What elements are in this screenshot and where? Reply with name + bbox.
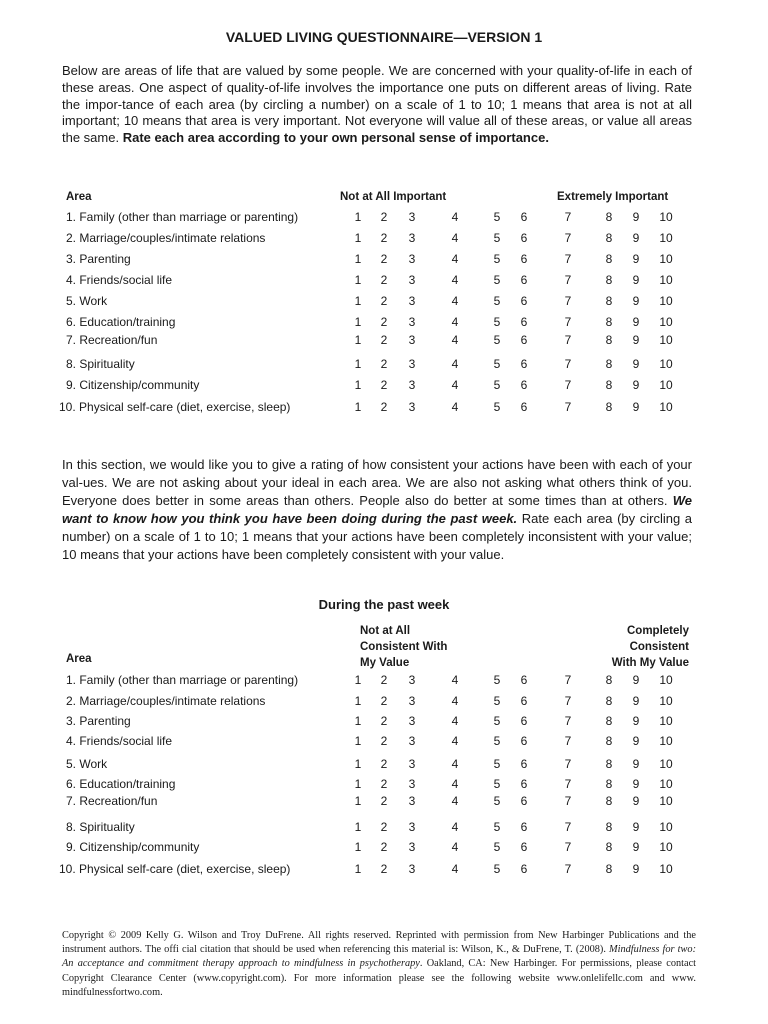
rating-option[interactable]: 2	[380, 294, 388, 308]
rating-option[interactable]: 1	[354, 694, 362, 708]
rating-option[interactable]: 1	[354, 820, 362, 834]
low-header: Not at All Important	[340, 191, 447, 203]
rating-option[interactable]: 1	[354, 315, 362, 329]
rating-option[interactable]: 3	[408, 734, 416, 748]
rating-option[interactable]: 6	[520, 315, 528, 329]
rating-option[interactable]: 9	[632, 210, 640, 224]
rating-option[interactable]: 5	[493, 820, 501, 834]
rating-option[interactable]: 7	[564, 714, 572, 728]
high-header-line: Completely	[627, 625, 689, 637]
rating-option[interactable]: 10	[659, 210, 673, 224]
rating-option[interactable]: 5	[493, 734, 501, 748]
rating-option[interactable]: 1	[354, 333, 362, 347]
rating-option[interactable]: 3	[408, 273, 416, 287]
rating-option[interactable]: 3	[408, 252, 416, 266]
rating-option[interactable]: 3	[408, 378, 416, 392]
rating-option[interactable]: 1	[354, 734, 362, 748]
rating-option[interactable]: 6	[520, 673, 528, 687]
rating-option[interactable]: 4	[451, 231, 459, 245]
rating-option[interactable]: 7	[564, 820, 572, 834]
rating-option[interactable]: 3	[408, 673, 416, 687]
rating-option[interactable]: 10	[659, 694, 673, 708]
rating-option[interactable]: 2	[380, 840, 388, 854]
high-header-line: Consistent	[629, 641, 689, 653]
rating-option[interactable]: 4	[451, 294, 459, 308]
rating-option[interactable]: 9	[632, 777, 640, 791]
rating-option[interactable]: 3	[408, 714, 416, 728]
rating-option[interactable]: 2	[380, 862, 388, 876]
table-row	[0, 714, 768, 730]
rating-option[interactable]: 4	[451, 315, 459, 329]
section2-emphasis: We want to know how you think you have been doing during the past week.	[62, 493, 692, 526]
rating-option[interactable]: 6	[520, 862, 528, 876]
rating-option[interactable]: 3	[408, 357, 416, 371]
rating-option[interactable]: 4	[451, 357, 459, 371]
rating-option[interactable]: 10	[659, 252, 673, 266]
rating-option[interactable]: 7	[564, 400, 572, 414]
rating-option[interactable]: 7	[564, 862, 572, 876]
rating-option[interactable]: 10	[659, 757, 673, 771]
rating-option[interactable]: 6	[520, 231, 528, 245]
rating-option[interactable]: 6	[520, 400, 528, 414]
area-label: 8. Spirituality	[66, 820, 135, 834]
rating-option[interactable]: 4	[451, 673, 459, 687]
rating-option[interactable]: 8	[605, 777, 613, 791]
area-label: 4. Friends/social life	[66, 273, 173, 287]
rating-option[interactable]: 4	[451, 210, 459, 224]
rating-option[interactable]: 1	[354, 400, 362, 414]
rating-option[interactable]: 3	[408, 862, 416, 876]
rating-option[interactable]: 9	[632, 862, 640, 876]
rating-option[interactable]: 2	[380, 757, 388, 771]
page-title: VALUED LIVING QUESTIONNAIRE—VERSION 1	[225, 29, 543, 45]
rating-option[interactable]: 1	[354, 777, 362, 791]
rating-option[interactable]: 5	[493, 294, 501, 308]
rating-option[interactable]: 1	[354, 273, 362, 287]
rating-option[interactable]: 2	[380, 210, 388, 224]
area-label: 10. Physical self-care (diet, exercise, sleep)	[59, 862, 291, 876]
rating-option[interactable]: 2	[380, 777, 388, 791]
rating-option[interactable]: 7	[564, 333, 572, 347]
rating-option[interactable]: 10	[659, 231, 673, 245]
rating-option[interactable]: 7	[564, 231, 572, 245]
rating-option[interactable]: 5	[493, 400, 501, 414]
rating-option[interactable]: 5	[493, 714, 501, 728]
copyright-footer	[62, 929, 696, 1000]
table-row	[0, 357, 768, 373]
rating-option[interactable]: 5	[493, 357, 501, 371]
rating-option[interactable]: 7	[564, 357, 572, 371]
rating-option[interactable]: 9	[632, 734, 640, 748]
section2-text: In this section, we would like you to give a rating of how consistent your actions have been with each of your val-ues. We are not asking about your ideal in each area. We are also not asking what others think of you. Everyone does better in some areas than others. People also do better at some times than at others.	[62, 457, 692, 508]
rating-option[interactable]: 4	[451, 794, 459, 808]
rating-option[interactable]: 5	[493, 673, 501, 687]
area-label: 1. Family (other than marriage or parenting)	[66, 673, 299, 687]
area-label: 5. Work	[66, 294, 108, 308]
area-label: 10. Physical self-care (diet, exercise, sleep)	[59, 400, 291, 414]
rating-option[interactable]: 10	[659, 862, 673, 876]
area-label: 9. Citizenship/community	[66, 840, 200, 854]
rating-option[interactable]: 1	[354, 714, 362, 728]
intro-text: Below are areas of life that are valued by some people. We are concerned with your quality-of-life in each of these areas. One aspect of quality-of-life involves the importance one puts on different areas of living. Rate the impor-tance of each area (by circling a number) on a scale of 1 to 10; 1 means that area is not at all important; 10 means that area is very important. Not everyone will value all of these areas, or value all areas the same.	[62, 63, 692, 146]
rating-option[interactable]: 6	[520, 210, 528, 224]
rating-option[interactable]: 10	[659, 794, 673, 808]
table-row	[0, 210, 768, 226]
low-header-2	[360, 623, 447, 671]
rating-option[interactable]: 2	[380, 714, 388, 728]
rating-option[interactable]: 10	[659, 734, 673, 748]
rating-option[interactable]: 9	[632, 357, 640, 371]
rating-option[interactable]: 3	[408, 794, 416, 808]
rating-option[interactable]: 2	[380, 820, 388, 834]
rating-option[interactable]: 4	[451, 714, 459, 728]
rating-option[interactable]: 8	[605, 673, 613, 687]
rating-option[interactable]: 5	[493, 378, 501, 392]
rating-option[interactable]: 5	[493, 273, 501, 287]
rating-option[interactable]: 8	[605, 734, 613, 748]
rating-option[interactable]: 7	[564, 673, 572, 687]
rating-option[interactable]: 2	[380, 734, 388, 748]
area-label: 1. Family (other than marriage or parenting)	[66, 210, 299, 224]
rating-option[interactable]: 7	[564, 315, 572, 329]
high-header-2	[612, 623, 689, 671]
rating-option[interactable]: 9	[632, 714, 640, 728]
rating-option[interactable]: 6	[520, 357, 528, 371]
rating-option[interactable]: 3	[408, 757, 416, 771]
rating-option[interactable]: 10	[659, 315, 673, 329]
rating-option[interactable]: 5	[493, 694, 501, 708]
rating-option[interactable]: 4	[451, 694, 459, 708]
low-header-line: Not at All	[360, 625, 411, 637]
rating-option[interactable]: 5	[493, 210, 501, 224]
rating-option[interactable]: 7	[564, 694, 572, 708]
table-row	[0, 777, 768, 793]
rating-option[interactable]: 3	[408, 333, 416, 347]
rating-option[interactable]: 4	[451, 333, 459, 347]
table-row	[0, 757, 768, 773]
rating-option[interactable]: 8	[605, 315, 613, 329]
book-title: Mindfulness for two: An acceptance and commitment therapy approach to mindfulness in psychotherapy	[62, 944, 696, 970]
rating-option[interactable]: 10	[659, 400, 673, 414]
rating-option[interactable]: 7	[564, 378, 572, 392]
rating-option[interactable]: 2	[380, 378, 388, 392]
rating-option[interactable]: 10	[659, 714, 673, 728]
rating-option[interactable]: 8	[605, 294, 613, 308]
area-label: 4. Friends/social life	[66, 734, 173, 748]
rating-option[interactable]: 8	[605, 252, 613, 266]
rating-option[interactable]: 6	[520, 378, 528, 392]
rating-option[interactable]: 5	[493, 333, 501, 347]
rating-option[interactable]: 9	[632, 820, 640, 834]
section2-paragraph	[62, 456, 692, 564]
rating-option[interactable]: 8	[605, 862, 613, 876]
rating-option[interactable]: 9	[632, 757, 640, 771]
rating-option[interactable]: 10	[659, 840, 673, 854]
rating-option[interactable]: 4	[451, 840, 459, 854]
area-header-2: Area	[66, 653, 92, 665]
rating-option[interactable]: 1	[354, 378, 362, 392]
rating-option[interactable]: 6	[520, 333, 528, 347]
rating-option[interactable]: 8	[605, 840, 613, 854]
rating-option[interactable]: 1	[354, 794, 362, 808]
rating-option[interactable]: 10	[659, 273, 673, 287]
section-subtitle: During the past week	[318, 597, 450, 612]
area-label: 5. Work	[66, 757, 108, 771]
rating-option[interactable]: 10	[659, 378, 673, 392]
rating-option[interactable]: 6	[520, 714, 528, 728]
rating-option[interactable]: 9	[632, 840, 640, 854]
rating-option[interactable]: 4	[451, 273, 459, 287]
area-label: 2. Marriage/couples/intimate relations	[66, 694, 266, 708]
table-row	[0, 840, 768, 856]
rating-option[interactable]: 7	[564, 734, 572, 748]
area-label: 7. Recreation/fun	[66, 333, 158, 347]
rating-option[interactable]: 4	[451, 734, 459, 748]
high-header: Extremely Important	[557, 191, 669, 203]
rating-option[interactable]: 2	[380, 231, 388, 245]
rating-option[interactable]: 7	[564, 273, 572, 287]
rating-option[interactable]: 1	[354, 210, 362, 224]
rating-option[interactable]: 6	[520, 273, 528, 287]
rating-option[interactable]: 1	[354, 673, 362, 687]
area-label: 9. Citizenship/community	[66, 378, 200, 392]
rating-option[interactable]: 5	[493, 794, 501, 808]
rating-option[interactable]: 8	[605, 333, 613, 347]
rating-option[interactable]: 9	[632, 273, 640, 287]
rating-option[interactable]: 8	[605, 400, 613, 414]
rating-option[interactable]: 3	[408, 840, 416, 854]
rating-option[interactable]: 10	[659, 333, 673, 347]
rating-option[interactable]: 9	[632, 231, 640, 245]
rating-option[interactable]: 8	[605, 378, 613, 392]
rating-option[interactable]: 6	[520, 794, 528, 808]
area-label: 3. Parenting	[66, 714, 131, 728]
rating-option[interactable]: 10	[659, 673, 673, 687]
rating-option[interactable]: 7	[564, 757, 572, 771]
rating-option[interactable]: 5	[493, 757, 501, 771]
low-header-line: Consistent With	[360, 641, 448, 653]
rating-option[interactable]: 8	[605, 794, 613, 808]
table-row	[0, 734, 768, 750]
area-label: 7. Recreation/fun	[66, 794, 158, 808]
rating-option[interactable]: 8	[605, 757, 613, 771]
rating-option[interactable]: 2	[380, 333, 388, 347]
rating-option[interactable]: 6	[520, 294, 528, 308]
table-row	[0, 333, 768, 349]
area-label: 2. Marriage/couples/intimate relations	[66, 231, 266, 245]
rating-option[interactable]: 7	[564, 840, 572, 854]
rating-option[interactable]: 10	[659, 294, 673, 308]
rating-option[interactable]: 5	[493, 315, 501, 329]
rating-option[interactable]: 8	[605, 210, 613, 224]
rating-option[interactable]: 9	[632, 794, 640, 808]
table-row	[0, 294, 768, 310]
rating-option[interactable]: 2	[380, 694, 388, 708]
rating-option[interactable]: 6	[520, 252, 528, 266]
rating-option[interactable]: 5	[493, 840, 501, 854]
rating-option[interactable]: 3	[408, 777, 416, 791]
area-label: 6. Education/training	[66, 777, 176, 791]
rating-option[interactable]: 10	[659, 357, 673, 371]
rating-option[interactable]: 7	[564, 794, 572, 808]
table-row	[0, 673, 768, 689]
rating-option[interactable]: 4	[451, 862, 459, 876]
section2-text-after: Rate each area (by circling a number) on a scale of 1 to 10; 1 means that your actions have been completely inconsistent with your value; 10 means that your actions have been completely consistent with your value.	[62, 511, 692, 562]
rating-option[interactable]: 2	[380, 252, 388, 266]
rating-option[interactable]: 9	[632, 378, 640, 392]
rating-option[interactable]: 3	[408, 210, 416, 224]
table-row	[0, 862, 768, 878]
rating-option[interactable]: 1	[354, 231, 362, 245]
rating-option[interactable]: 8	[605, 820, 613, 834]
rating-option[interactable]: 4	[451, 400, 459, 414]
rating-option[interactable]: 9	[632, 315, 640, 329]
table-row	[0, 231, 768, 247]
footer-text-2: . Oakland, CA: New Harbinger. For permissions, please contact Copyright Clearance Center (www.copyright.com). For more information please see the following website www.onlelifellc.com and www. mindfulnessfortwo.com.	[62, 958, 696, 998]
rating-option[interactable]: 5	[493, 231, 501, 245]
rating-option[interactable]: 9	[632, 252, 640, 266]
rating-option[interactable]: 4	[451, 820, 459, 834]
rating-option[interactable]: 7	[564, 252, 572, 266]
rating-option[interactable]: 9	[632, 400, 640, 414]
rating-option[interactable]: 1	[354, 252, 362, 266]
rating-option[interactable]: 6	[520, 820, 528, 834]
table-row	[0, 252, 768, 268]
rating-option[interactable]: 6	[520, 694, 528, 708]
rating-option[interactable]: 3	[408, 694, 416, 708]
rating-option[interactable]: 3	[408, 400, 416, 414]
rating-option[interactable]: 8	[605, 694, 613, 708]
table-row	[0, 378, 768, 394]
rating-option[interactable]: 2	[380, 794, 388, 808]
rating-option[interactable]: 4	[451, 777, 459, 791]
rating-option[interactable]: 1	[354, 294, 362, 308]
rating-option[interactable]: 3	[408, 315, 416, 329]
area-header: Area	[66, 191, 92, 203]
rating-option[interactable]: 3	[408, 820, 416, 834]
rating-option[interactable]: 7	[564, 210, 572, 224]
rating-option[interactable]: 9	[632, 294, 640, 308]
area-label: 6. Education/training	[66, 315, 176, 329]
rating-option[interactable]: 9	[632, 333, 640, 347]
intro-paragraph	[62, 63, 692, 147]
rating-option[interactable]: 8	[605, 273, 613, 287]
rating-option[interactable]: 9	[632, 673, 640, 687]
rating-option[interactable]: 2	[380, 673, 388, 687]
rating-option[interactable]: 4	[451, 757, 459, 771]
rating-option[interactable]: 8	[605, 357, 613, 371]
rating-option[interactable]: 2	[380, 273, 388, 287]
table-row	[0, 273, 768, 289]
area-label: 3. Parenting	[66, 252, 131, 266]
high-header-line: With My Value	[611, 657, 689, 669]
rating-option[interactable]: 6	[520, 734, 528, 748]
table-row	[0, 694, 768, 710]
table-row	[0, 794, 768, 810]
rating-option[interactable]: 4	[451, 252, 459, 266]
rating-option[interactable]: 5	[493, 862, 501, 876]
rating-option[interactable]: 5	[493, 252, 501, 266]
rating-option[interactable]: 2	[380, 357, 388, 371]
table-row	[0, 400, 768, 416]
rating-option[interactable]: 3	[408, 294, 416, 308]
rating-option[interactable]: 1	[354, 840, 362, 854]
rating-option[interactable]: 5	[493, 777, 501, 791]
table-row	[0, 315, 768, 331]
table-row	[0, 820, 768, 836]
rating-option[interactable]: 7	[564, 294, 572, 308]
rating-option[interactable]: 7	[564, 777, 572, 791]
rating-option[interactable]: 3	[408, 231, 416, 245]
rating-option[interactable]: 1	[354, 757, 362, 771]
rating-option[interactable]: 6	[520, 777, 528, 791]
low-header-line: My Value	[360, 657, 410, 669]
rating-option[interactable]: 6	[520, 757, 528, 771]
rating-option[interactable]: 6	[520, 840, 528, 854]
rating-option[interactable]: 10	[659, 820, 673, 834]
rating-option[interactable]: 9	[632, 694, 640, 708]
rating-option[interactable]: 1	[354, 357, 362, 371]
rating-option[interactable]: 2	[380, 315, 388, 329]
intro-emphasis: Rate each area according to your own personal sense of importance.	[122, 130, 549, 146]
rating-option[interactable]: 1	[354, 862, 362, 876]
area-label: 8. Spirituality	[66, 357, 135, 371]
rating-option[interactable]: 10	[659, 777, 673, 791]
rating-option[interactable]: 2	[380, 400, 388, 414]
rating-option[interactable]: 4	[451, 378, 459, 392]
rating-option[interactable]: 8	[605, 231, 613, 245]
footer-text: Copyright © 2009 Kelly G. Wilson and Troy DuFrene. All rights reserved. Reprinted with permission from New Harbinger Publications and the instrument authors. The offi cial citation that should be used when referencing this material is: Wilson, K., & DuFrene, T. (2008).	[62, 930, 696, 956]
rating-option[interactable]: 8	[605, 714, 613, 728]
